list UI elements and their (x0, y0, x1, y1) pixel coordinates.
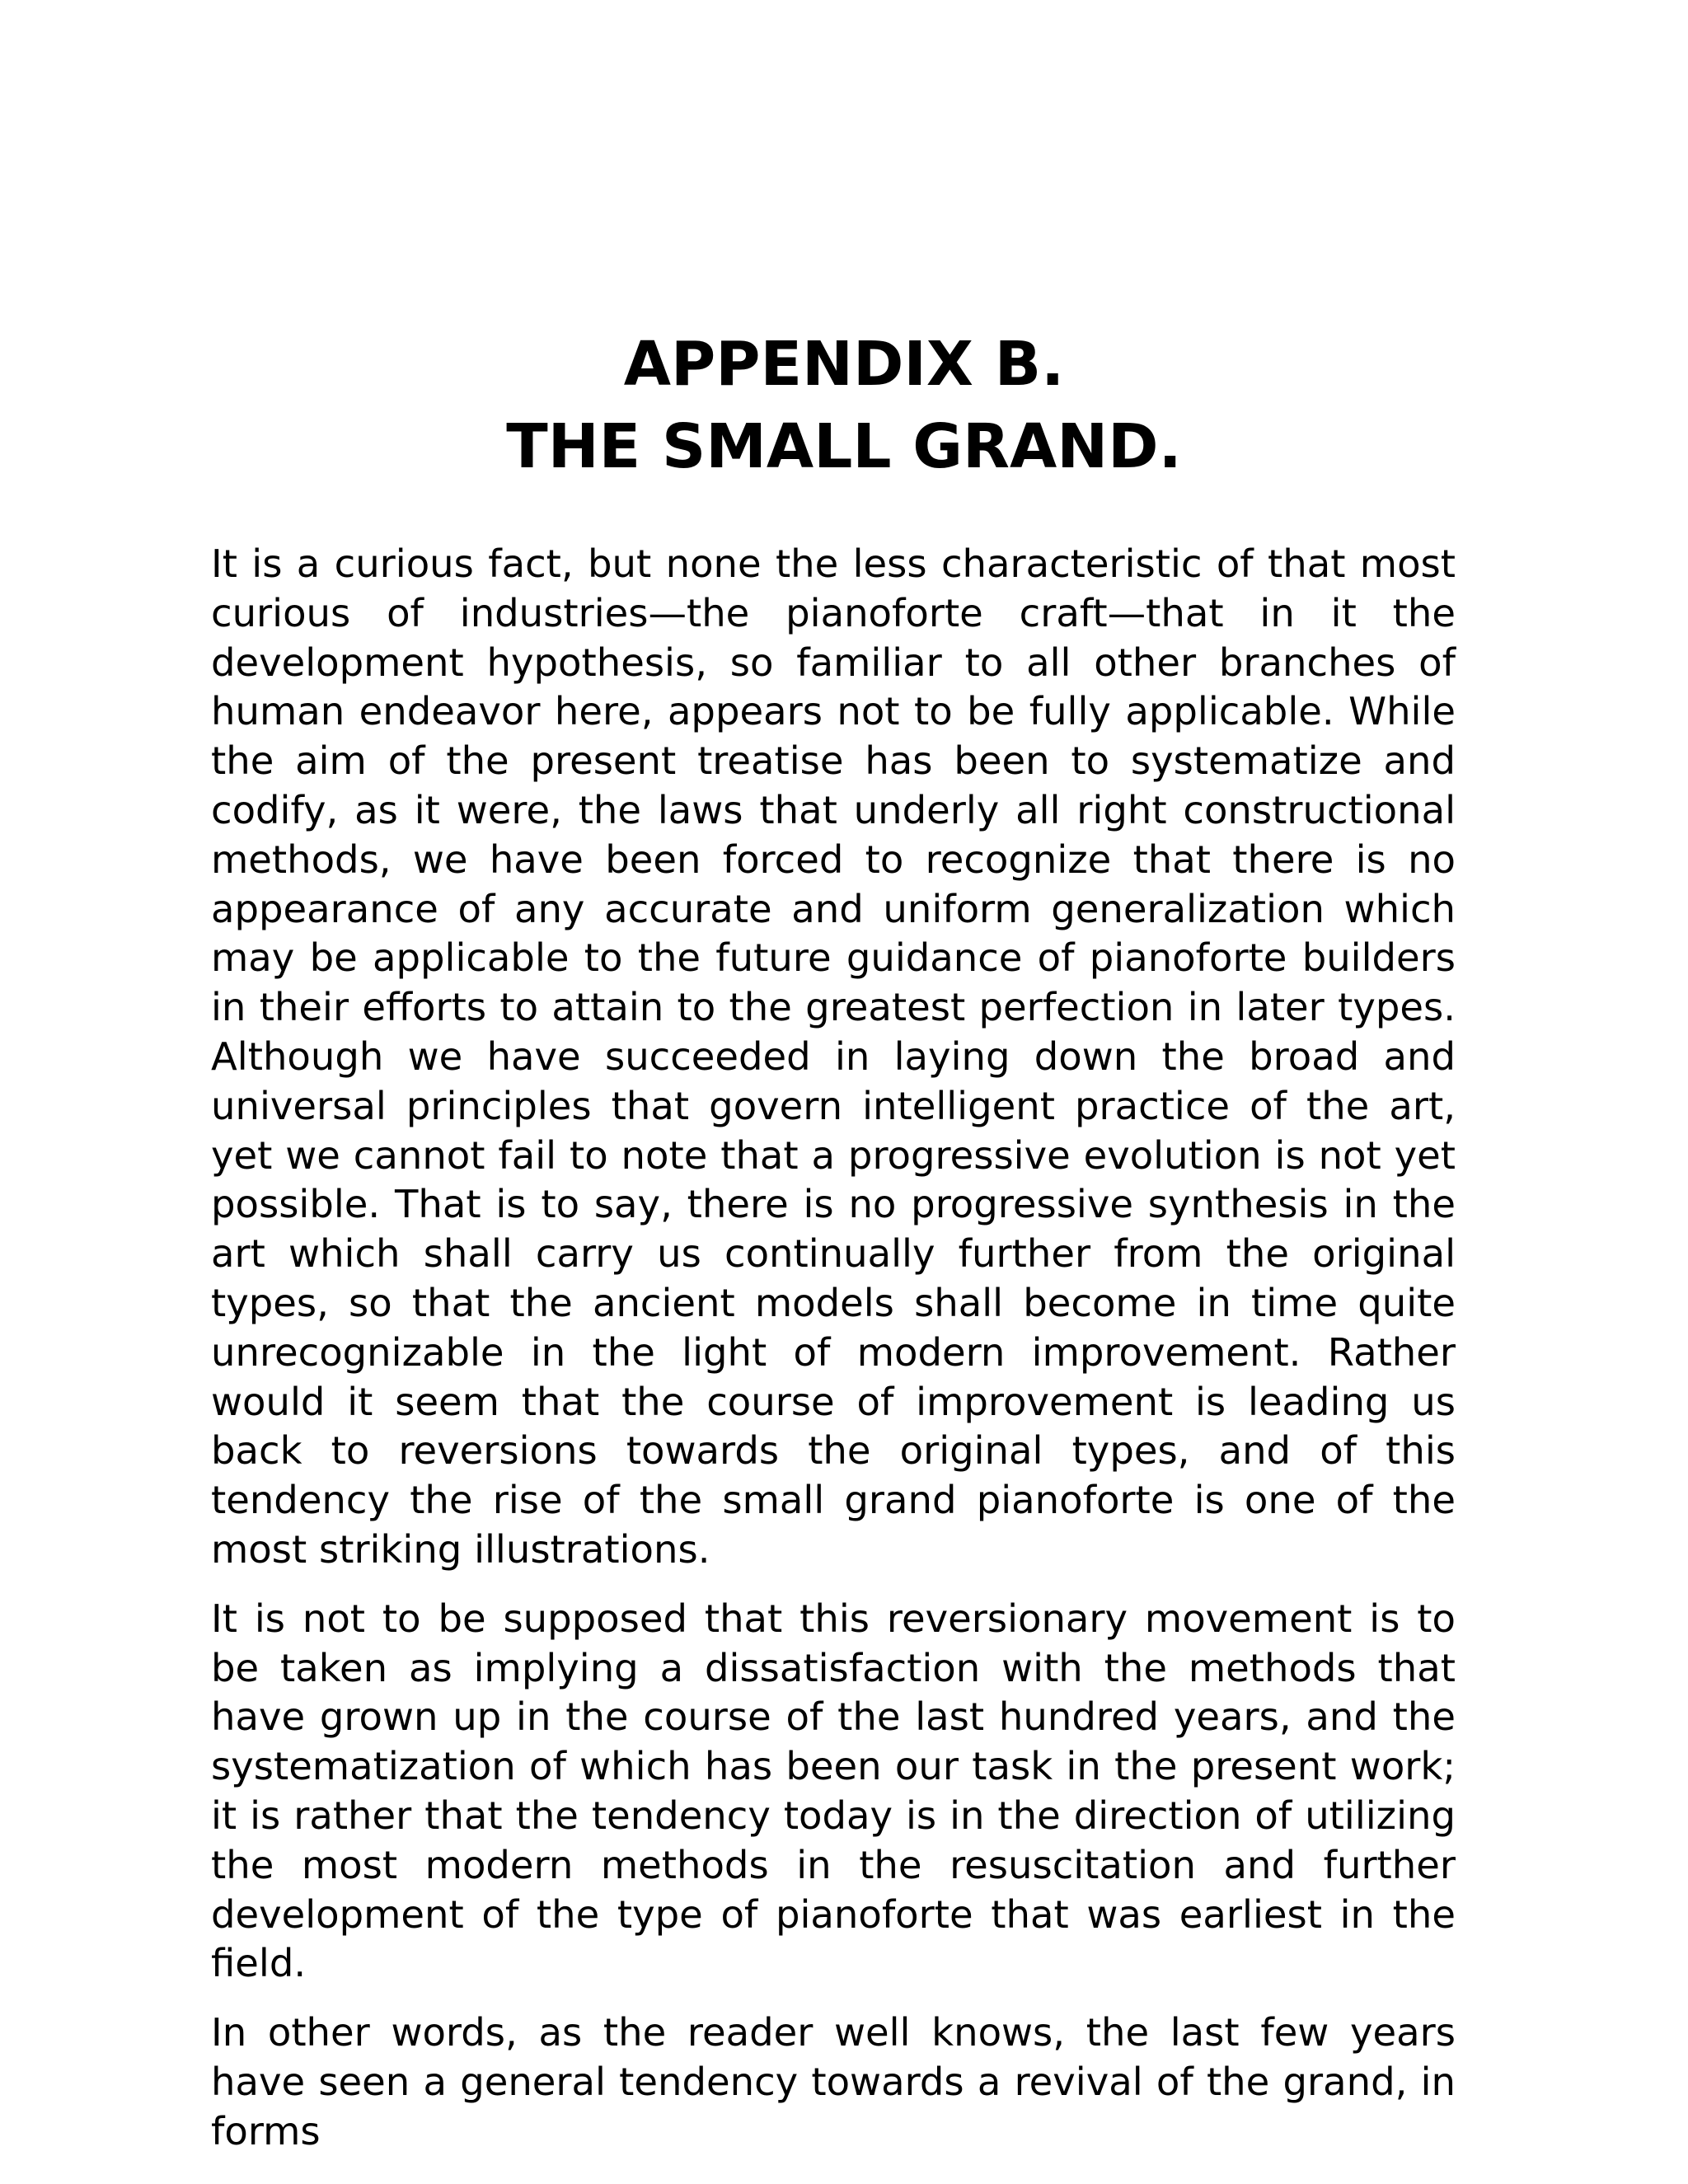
body-text (211, 540, 1456, 2177)
paragraph-3: In other words, as the reader well knows, the last few years have seen a general tendency towards a revival of the grand, in forms (211, 2010, 1456, 2154)
title-line-appendix: APPENDIX B. (623, 329, 1065, 400)
page-title (0, 323, 1688, 488)
paragraph-2: It is not to be supposed that this reversionary movement is to be taken as implying a dissatisfaction with the methods that have grown up in the course of the last hundred years, and the systematization of which has been our task in the present work; it is rather that the tendency today is in the direction of utilizing the most modern methods in the resuscitation and further development of the type of pianoforte that was earliest in the field. (211, 1596, 1456, 1986)
title-line-subject: THE SMALL GRAND. (506, 411, 1182, 482)
paragraph-1: It is a curious fact, but none the less characteristic of that most curious of industries—the pianoforte craft—that in it the development hypothesis, so familiar to all other branches of human endeavor here, appears not to be fully applicable. While the aim of the present treatise has been to systematize and codify, as it were, the laws that underly all right constructional methods, we have been forced to recognize that there is no appearance of any accurate and uniform generalization which may be applicable to the future guidance of pianoforte builders in their efforts to attain to the greatest perfection in later types. Although we have succeeded in laying down the broad and universal principles that govern intelligent practice of the art, yet we cannot fail to note that a progressive evolution is not yet possible. That is to say, there is no progressive synthesis in the art which shall carry us continually further from the original types, so that the ancient models shall become in time quite unrecognizable in the light of modern improvement. Rather would it seem that the course of improvement is leading us back to reversions towards the original types, and of this tendency the rise of the small grand pianoforte is one of the most striking illustrations. (211, 541, 1456, 1572)
